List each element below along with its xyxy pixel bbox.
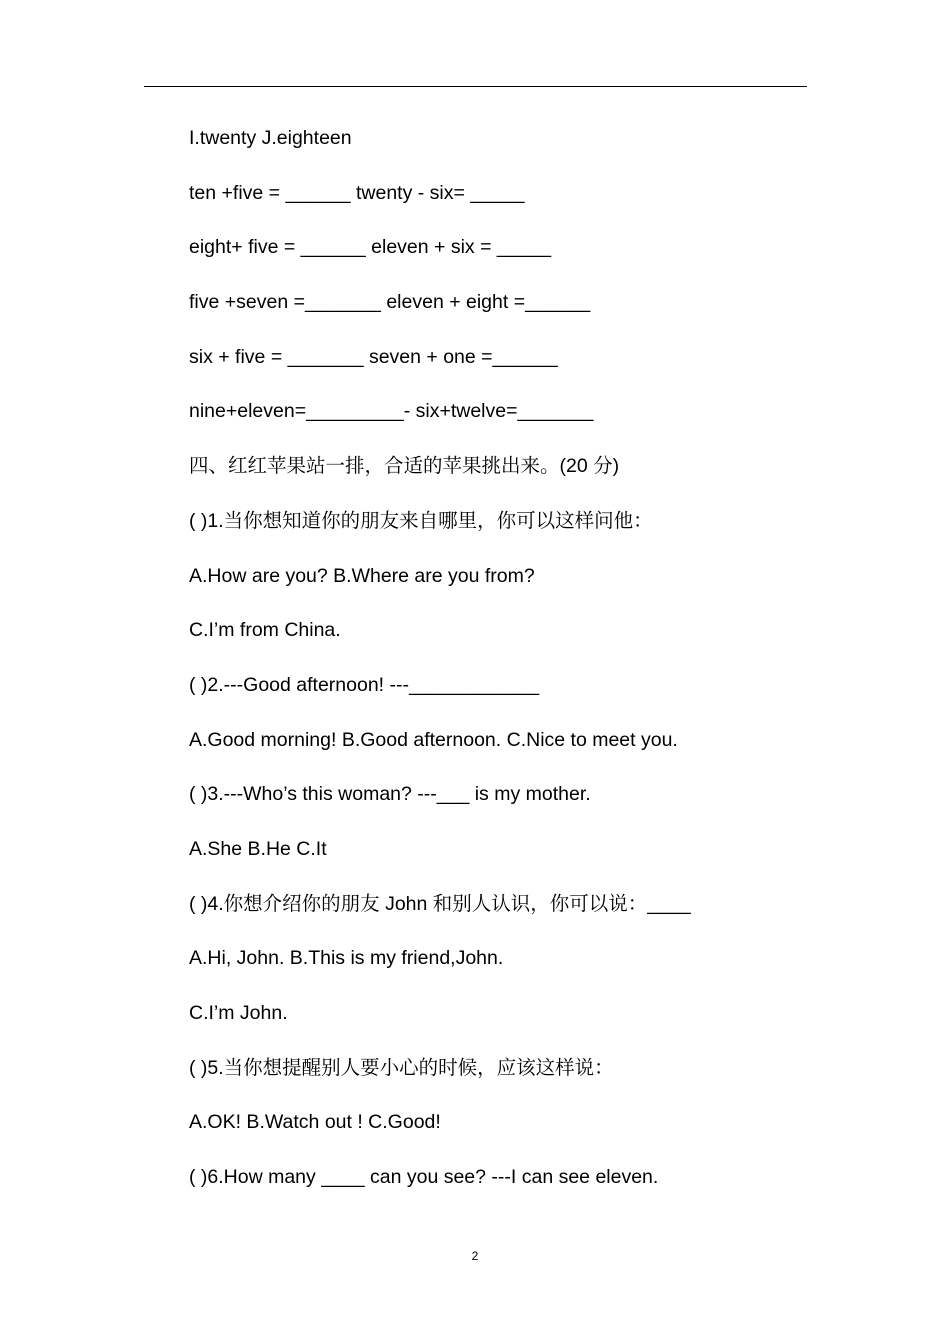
question-5: ( )5.当你想提醒别人要小心的时候，应该这样说： bbox=[189, 1056, 614, 1079]
question-4-options-a-b: A.Hi, John. B.This is my friend,John. bbox=[189, 947, 504, 970]
question-1-options-a-b: A.How are you? B.Where are you from? bbox=[189, 564, 535, 587]
page-content bbox=[189, 121, 829, 1215]
header-rule bbox=[144, 86, 807, 87]
page-number: 2 bbox=[471, 1249, 479, 1263]
question-4: ( )4.你想介绍你的朋友 John 和别人认识，你可以说：____ bbox=[189, 892, 691, 915]
question-4-option-c: C.I’m John. bbox=[189, 1002, 288, 1024]
math-line-3: five +seven =_______ eleven + eight =______ bbox=[189, 291, 591, 314]
section-four-heading: 四、红红苹果站一排，合适的苹果挑出来。(20 分) bbox=[189, 455, 620, 478]
question-2: ( )2.---Good afternoon! ---____________ bbox=[189, 673, 540, 696]
question-1: ( )1.当你想知道你的朋友来自哪里，你可以这样问他： bbox=[189, 509, 653, 532]
question-1-option-c: C.I’m from China. bbox=[189, 619, 341, 642]
question-2-options: A.Good morning! B.Good afternoon. C.Nice to meet you. bbox=[189, 728, 678, 751]
answer-options-i-j: I.twenty J.eighteen bbox=[189, 127, 352, 149]
question-3: ( )3.---Who’s this woman? ---___ is my mother. bbox=[189, 783, 591, 806]
math-line-1: ten +five = ______ twenty - six= _____ bbox=[189, 181, 525, 204]
question-6: ( )6.How many ____ can you see? ---I can see eleven. bbox=[189, 1166, 659, 1189]
question-3-options: A.She B.He C.It bbox=[189, 837, 327, 860]
question-5-options: A.OK! B.Watch out ! C.Good! bbox=[189, 1111, 441, 1134]
math-line-5: nine+eleven=_________- six+twelve=_______ bbox=[189, 400, 594, 423]
math-line-4: six + five = _______ seven + one =______ bbox=[189, 345, 558, 368]
math-line-2: eight+ five = ______ eleven + six = _____ bbox=[189, 236, 552, 259]
